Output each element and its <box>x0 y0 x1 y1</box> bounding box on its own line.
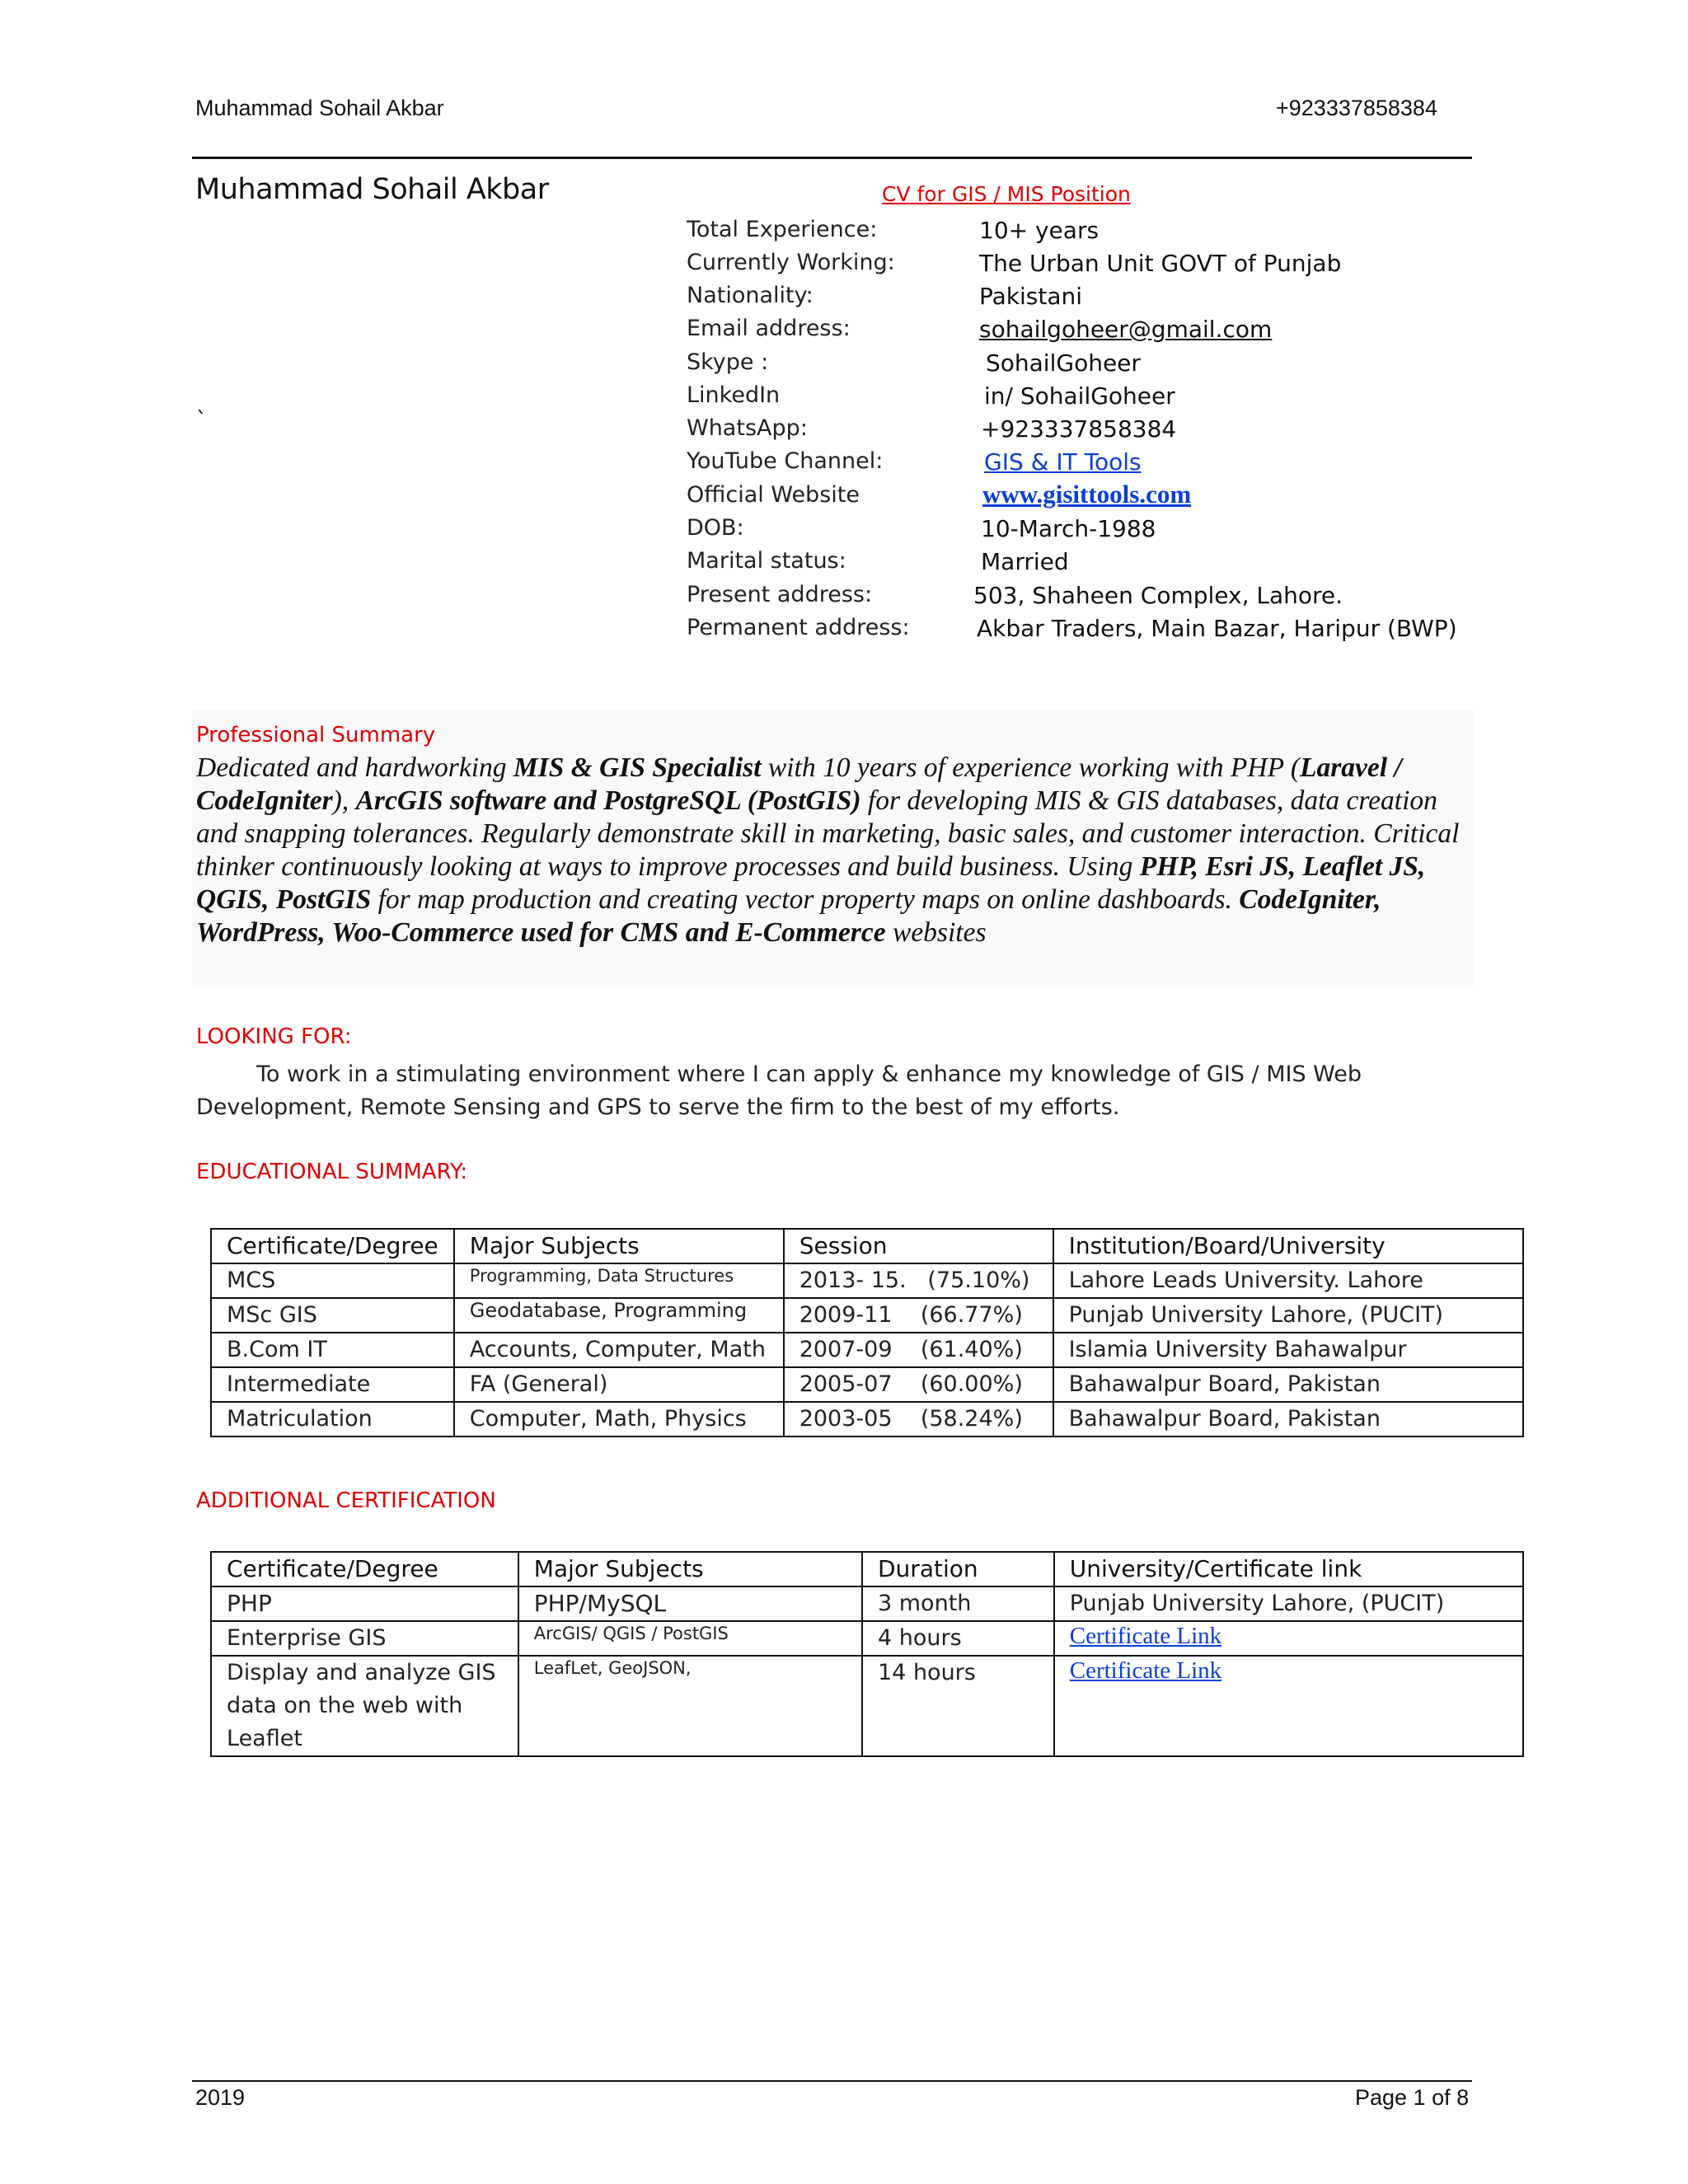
info-value-permanent-address: Akbar Traders, Main Bazar, Haripur (BWP) <box>977 615 1457 642</box>
info-label: Email address: <box>687 316 851 341</box>
table-row <box>211 1263 1523 1298</box>
degree-cell: Enterprise GIS <box>211 1621 518 1656</box>
subjects-cell: PHP/MySQL <box>518 1586 862 1621</box>
degree-cell: Intermediate <box>211 1367 454 1402</box>
cv-position-title: CV for GIS / MIS Position <box>882 182 1131 206</box>
column-header: Major Subjects <box>454 1229 784 1263</box>
subjects-cell: ArcGIS/ QGIS / PostGIS <box>518 1621 862 1656</box>
session-cell: 2013- 15. (75.10%) <box>784 1263 1053 1298</box>
subjects-cell: Programming, Data Structures <box>454 1263 784 1298</box>
info-value-dob: 10-March-1988 <box>981 515 1156 542</box>
header-phone: +923337858384 <box>1276 96 1437 120</box>
footer-year: 2019 <box>195 2085 246 2110</box>
info-value-marital: Married <box>981 548 1069 575</box>
column-header: Session <box>784 1229 1053 1263</box>
table-row <box>211 1656 1523 1756</box>
stray-backtick: ` <box>196 408 207 433</box>
info-label: Marital status: <box>687 548 846 574</box>
looking-for-line-1: To work in a stimulating environment where I can apply & enhance my knowledge of GIS / MIS Web <box>256 1062 1362 1087</box>
info-label: Present address: <box>687 582 873 607</box>
table-row <box>211 1621 1523 1656</box>
summary-highlight: MIS & GIS Specialist <box>513 752 762 783</box>
footer-rule <box>192 2080 1472 2082</box>
info-value-nationality: Pakistani <box>979 283 1083 310</box>
table-row <box>211 1367 1523 1402</box>
summary-title: Professional Summary <box>196 723 436 748</box>
summary-highlight: Laravel / CodeIgniter <box>196 752 1402 816</box>
info-label: YouTube Channel: <box>687 448 884 474</box>
website-link[interactable]: www.gisittools.com <box>982 480 1192 509</box>
header-rule <box>192 157 1472 159</box>
info-label: DOB: <box>687 515 744 541</box>
column-header: Duration <box>862 1552 1054 1586</box>
footer-page-number: Page 1 of 8 <box>1355 2085 1470 2110</box>
header-name: Muhammad Sohail Akbar <box>195 96 444 120</box>
column-header: Major Subjects <box>518 1552 862 1586</box>
column-header: Institution/Board/University <box>1053 1229 1523 1263</box>
degree-cell: B.Com IT <box>211 1333 454 1367</box>
summary-highlight: PHP, Esri JS, Leaflet JS, QGIS, PostGIS <box>196 851 1426 915</box>
summary-text-run: with 10 years of experience working with PHP ( <box>761 752 1300 783</box>
session-cell: 2007-09 (61.40%) <box>784 1333 1053 1367</box>
certification-table <box>210 1551 1524 1757</box>
education-title: EDUCATIONAL SUMMARY: <box>196 1160 468 1184</box>
info-label: Official Website <box>687 482 860 508</box>
certification-title: ADDITIONAL CERTIFICATION <box>196 1488 496 1513</box>
info-label: Total Experience: <box>687 217 878 242</box>
degree-cell: Display and analyze GIS data on the web with Leaflet <box>211 1656 518 1756</box>
summary-highlight: ArcGIS software and PostgreSQL (PostGIS) <box>355 785 861 816</box>
info-value-whatsapp: +923337858384 <box>981 415 1177 443</box>
duration-cell: 3 month <box>862 1586 1054 1621</box>
table-header-row <box>211 1229 1523 1263</box>
degree-cell: MCS <box>211 1263 454 1298</box>
subjects-cell: LeafLet, GeoJSON, <box>518 1656 862 1756</box>
degree-cell: Matriculation <box>211 1402 454 1436</box>
youtube-link[interactable]: GIS & IT Tools <box>984 448 1142 476</box>
column-header: Certificate/Degree <box>211 1552 518 1586</box>
info-label: WhatsApp: <box>687 415 808 441</box>
session-cell: 2005-07 (60.00%) <box>784 1367 1053 1402</box>
degree-cell: MSc GIS <box>211 1298 454 1333</box>
subjects-cell: Geodatabase, Programming <box>454 1298 784 1333</box>
info-value-employer: The Urban Unit GOVT of Punjab <box>979 250 1342 277</box>
table-header-row <box>211 1552 1523 1586</box>
degree-cell: PHP <box>211 1586 518 1621</box>
info-label: LinkedIn <box>687 382 781 408</box>
looking-for-title: LOOKING FOR: <box>196 1024 352 1049</box>
info-value-linkedin: in/ SohailGoheer <box>984 382 1175 410</box>
summary-text-run: ), <box>332 785 356 816</box>
info-label: Nationality: <box>687 283 814 308</box>
summary-paragraph <box>196 752 1465 949</box>
info-value-skype: SohailGoheer <box>986 349 1141 377</box>
info-label: Currently Working: <box>687 250 895 275</box>
certificate-link[interactable]: Certificate Link <box>1054 1656 1523 1756</box>
table-row <box>211 1586 1523 1621</box>
table-row <box>211 1298 1523 1333</box>
duration-cell: 14 hours <box>862 1656 1054 1756</box>
candidate-name: Muhammad Sohail Akbar <box>195 173 549 206</box>
column-header: University/Certificate link <box>1054 1552 1523 1586</box>
institution-cell: Lahore Leads University. Lahore <box>1053 1263 1523 1298</box>
column-header: Certificate/Degree <box>211 1229 454 1263</box>
institution-cell: Islamia University Bahawalpur <box>1053 1333 1523 1367</box>
info-value-present-address: 503, Shaheen Complex, Lahore. <box>973 582 1343 609</box>
session-cell: 2003-05 (58.24%) <box>784 1402 1053 1436</box>
subjects-cell: Accounts, Computer, Math <box>454 1333 784 1367</box>
table-row <box>211 1333 1523 1367</box>
subjects-cell: Computer, Math, Physics <box>454 1402 784 1436</box>
subjects-cell: FA (General) <box>454 1367 784 1402</box>
summary-text-run: for map production and creating vector property maps on online dashboards. <box>371 884 1240 915</box>
looking-for-line-2: Development, Remote Sensing and GPS to serve the firm to the best of my efforts. <box>196 1094 1120 1120</box>
session-cell: 2009-11 (66.77%) <box>784 1298 1053 1333</box>
info-label: Permanent address: <box>687 615 910 640</box>
education-table <box>210 1228 1524 1437</box>
certificate-link[interactable]: Certificate Link <box>1054 1621 1523 1656</box>
summary-text-run: websites <box>885 917 987 948</box>
summary-highlight: CodeIgniter, WordPress, Woo-Commerce used for CMS and E-Commerce <box>196 884 1381 948</box>
table-row <box>211 1402 1523 1436</box>
info-label: Skype : <box>687 349 769 375</box>
institution-cell: Punjab University Lahore, (PUCIT) <box>1053 1298 1523 1333</box>
summary-text-run: Dedicated and hardworking <box>196 752 513 783</box>
institution-cell: Punjab University Lahore, (PUCIT) <box>1054 1586 1523 1621</box>
institution-cell: Bahawalpur Board, Pakistan <box>1053 1402 1523 1436</box>
institution-cell: Bahawalpur Board, Pakistan <box>1053 1367 1523 1402</box>
info-value-experience: 10+ years <box>979 217 1100 244</box>
summary-text-run: for developing MIS & GIS databases, data creation and snapping tolerances. Regularly demonstrate skill in marketing, basic sales, and customer interaction. Critical thinker continuously looking at ways to improve processes and build business. Using <box>196 785 1460 882</box>
duration-cell: 4 hours <box>862 1621 1054 1656</box>
email-link[interactable]: sohailgoheer@gmail.com <box>979 316 1273 343</box>
